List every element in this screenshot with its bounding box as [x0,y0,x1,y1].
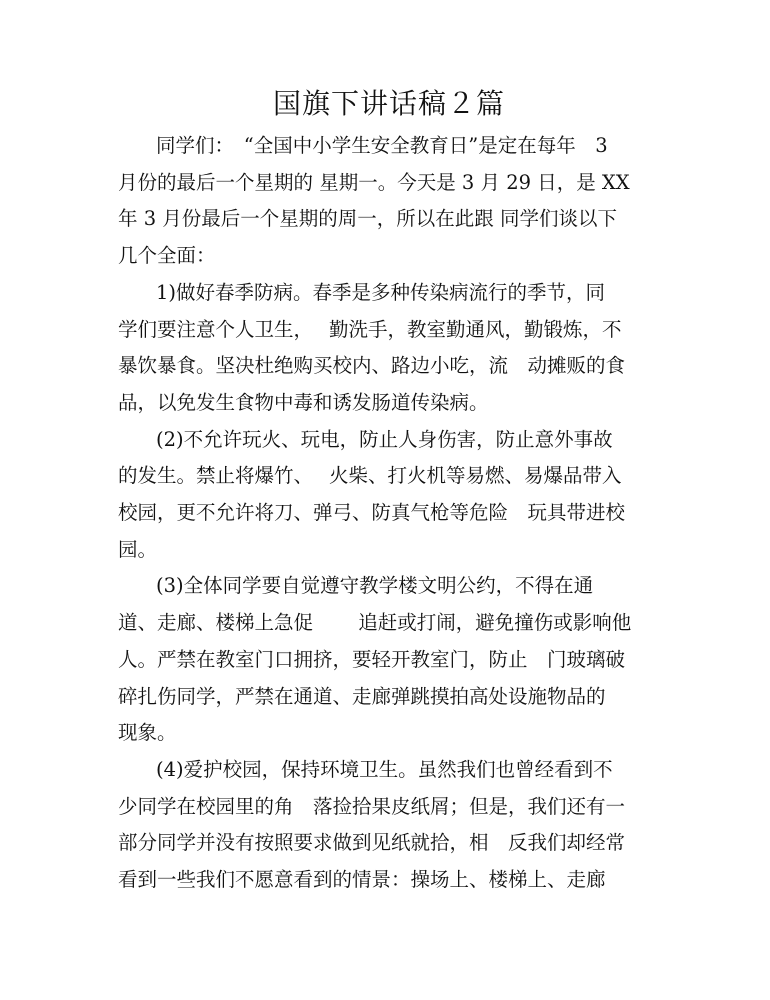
text-line: 品，以免发生食物中毒和诱发肠道传染病。 [118,390,489,414]
text-line: 的发生。禁止将爆竹、 火柴、打火机等易燃、易爆品带入 [118,464,622,488]
text-line: 几个全面： [118,244,216,268]
text-line: (4)爱护校园，保持环境卫生。虽然我们也曾经看到不 [156,757,613,781]
text-line: 现象。 [118,721,177,745]
text-line: 同学们： “全国中小学生安全教育日”是定在每年 3 [156,134,608,157]
text-line: (2)不允许玩火、玩电，防止人身伤害，防止意外事故 [156,427,613,451]
text-line: 道、走廊、楼梯上急促 追赶或打闹，避免撞伤或影响他 [118,611,632,635]
text-line: 部分同学并没有按照要求做到见纸就拾，相 反我们却经常 [118,831,626,855]
text-line: 月份的最后一个星期的 星期一。今天是 3 月 29 日，是 XX [118,170,630,194]
text-line: 看到一些我们不愿意看到的情景：操场上、楼梯上、走廊 [118,868,606,892]
text-line: 年 3 月份最后一个星期的周一，所以在此跟 同学们谈以下 [118,207,618,231]
text-line: 园。 [118,537,158,561]
text-line: (3)全体同学要自觉遵守教学楼文明公约，不得在通 [156,574,594,598]
text-line: 暴饮暴食。坚决杜绝购买校内、路边小吃，流 动摊贩的食 [118,354,626,378]
document-body [118,128,660,899]
document-title: 国旗下讲话稿２篇 [272,87,505,120]
text-line: 碎扎伤同学，严禁在通道、走廊弹跳摸拍高处设施物品的 [118,684,606,708]
text-line: 校园，更不允许将刀、弹弓、防真气枪等危险 玩具带进校 [118,501,626,525]
text-line: 学们要注意个人卫生， 勤洗手，教室勤通风，勤锻炼，不 [118,317,622,341]
text-line: 少同学在校园里的角 落捡拾果皮纸屑；但是，我们还有一 [118,794,626,818]
text-line: 人。严禁在教室门口拥挤，要轻开教室门，防止 门玻璃破 [118,647,626,671]
text-line: 1)做好春季防病。春季是多种传染病流行的季节，同 [156,280,606,304]
